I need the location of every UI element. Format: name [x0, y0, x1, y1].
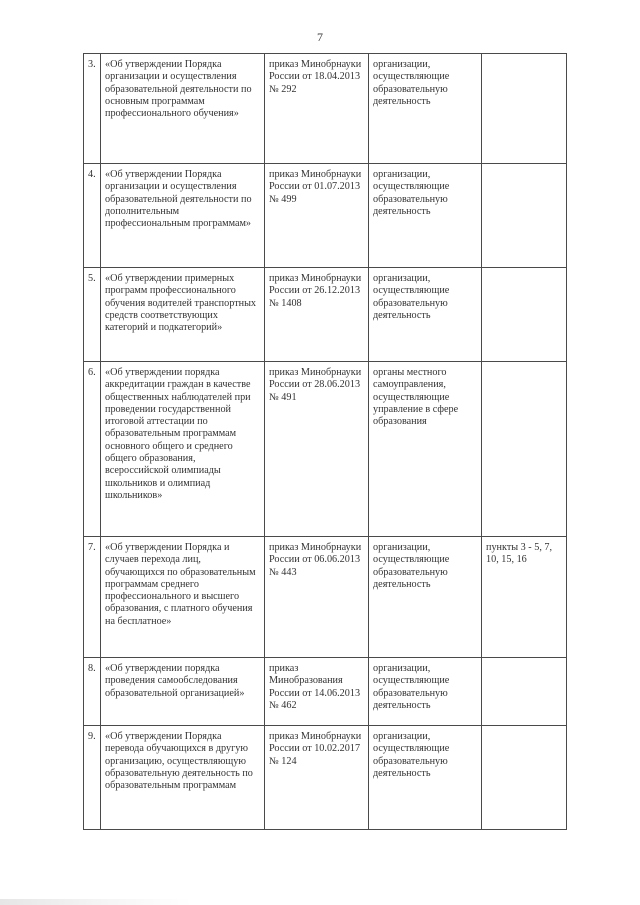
act-document: приказ Минобрнауки России от 01.07.2013 № 499 — [265, 164, 369, 268]
act-document: приказ Минобрнауки России от 28.06.2013 № 491 — [265, 362, 369, 537]
applies-to: организации, осуществляющие образовательную деятельность — [369, 658, 482, 726]
scan-edge-artifact — [0, 899, 640, 905]
applicable-points: пункты 3 - 5, 7, 10, 15, 16 — [482, 537, 567, 658]
applies-to: организации, осуществляющие образовательную деятельность — [369, 726, 482, 830]
act-name: «Об утверждении примерных программ профессионального обучения водителей транспортных средств соответствующих категорий и подкатегорий» — [101, 268, 265, 362]
applies-to: организации, осуществляющие образовательную деятельность — [369, 268, 482, 362]
row-number: 4. — [84, 164, 101, 268]
table-row — [84, 268, 567, 362]
applicable-points — [482, 164, 567, 268]
table-row — [84, 164, 567, 268]
act-name: «Об утверждении Порядка перевода обучающихся в другую организацию, осуществляющую образовательную деятельность по образовательным программам — [101, 726, 265, 830]
act-document: приказ Минобрнауки России от 10.02.2017 № 124 — [265, 726, 369, 830]
applies-to: организации, осуществляющие образовательную деятельность — [369, 537, 482, 658]
applicable-points — [482, 268, 567, 362]
row-number: 9. — [84, 726, 101, 830]
act-name: «Об утверждении Порядка организации и осуществления образовательной деятельности по дополнительным профессиональным программам» — [101, 164, 265, 268]
act-name: «Об утверждении порядка аккредитации граждан в качестве общественных наблюдателей при проведении государственной итоговой аттестации по образовательным программам основного общего и среднего общего образования, всероссийской олимпиады школьников и олимпиад школьников» — [101, 362, 265, 537]
applicable-points — [482, 54, 567, 164]
act-name: «Об утверждении Порядка и случаев перехода лиц, обучающихся по образовательным программам среднего профессионального и высшего образования, с платного обучения на бесплатное» — [101, 537, 265, 658]
table-row — [84, 726, 567, 830]
row-number: 5. — [84, 268, 101, 362]
table-row — [84, 537, 567, 658]
act-name: «Об утверждении порядка проведения самообследования образовательной организацией» — [101, 658, 265, 726]
applies-to: организации, осуществляющие образовательную деятельность — [369, 164, 482, 268]
applicable-points — [482, 362, 567, 537]
table-row — [84, 658, 567, 726]
applies-to: организации, осуществляющие образовательную деятельность — [369, 54, 482, 164]
page-number: 7 — [317, 30, 323, 44]
table-row — [84, 54, 567, 164]
row-number: 7. — [84, 537, 101, 658]
applicable-points — [482, 726, 567, 830]
act-document: приказ Минобразования России от 14.06.2013 № 462 — [265, 658, 369, 726]
applies-to: органы местного самоуправления, осуществляющие управление в сфере образования — [369, 362, 482, 537]
act-name: «Об утверждении Порядка организации и осуществления образовательной деятельности по основным программам профессионального обучения» — [101, 54, 265, 164]
act-document: приказ Минобрнауки России от 18.04.2013 № 292 — [265, 54, 369, 164]
row-number: 6. — [84, 362, 101, 537]
regulations-table — [83, 53, 567, 830]
act-document: приказ Минобрнауки России от 26.12.2013 № 1408 — [265, 268, 369, 362]
applicable-points — [482, 658, 567, 726]
act-document: приказ Минобрнауки России от 06.06.2013 № 443 — [265, 537, 369, 658]
row-number: 8. — [84, 658, 101, 726]
table-row — [84, 362, 567, 537]
row-number: 3. — [84, 54, 101, 164]
